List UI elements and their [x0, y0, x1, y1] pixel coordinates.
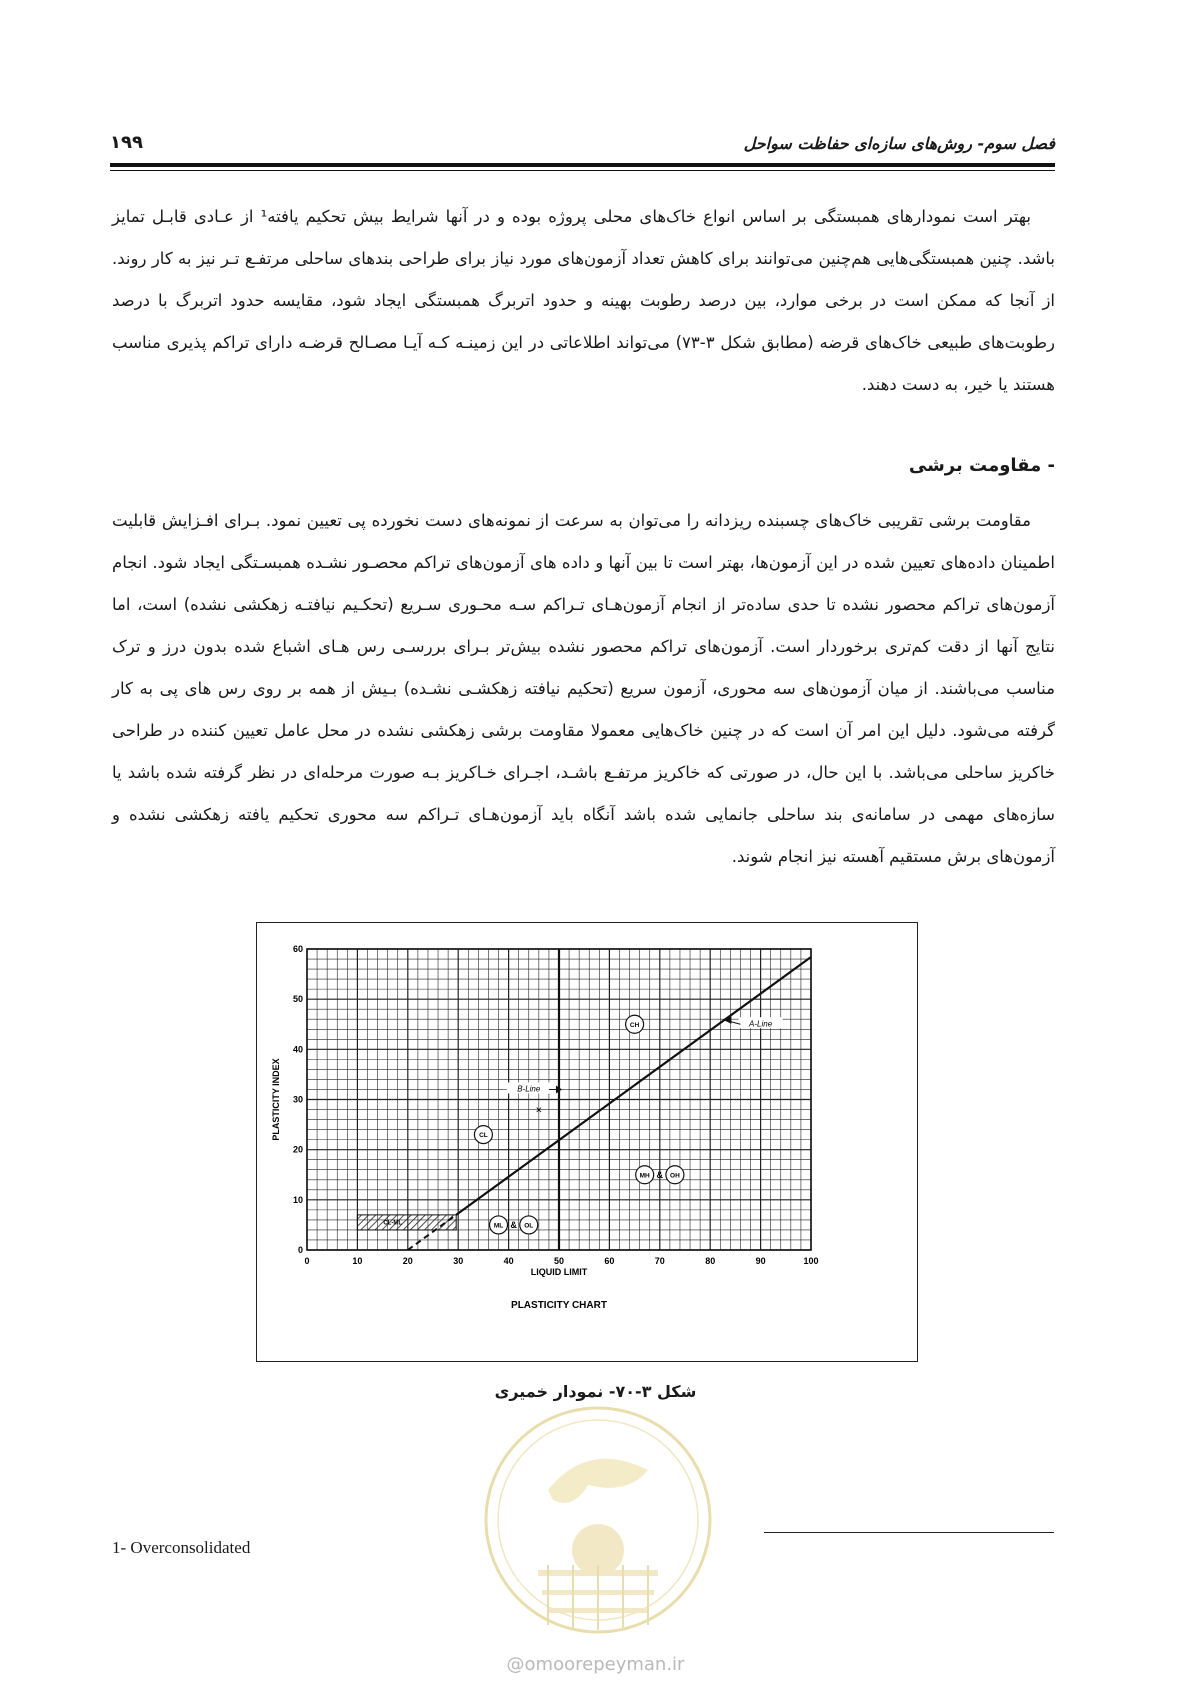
data-point-marker: × [535, 1104, 543, 1117]
x-tick-label: 30 [453, 1256, 464, 1266]
cl-ml-label: CL-ML [383, 1220, 403, 1227]
x-tick-label: 0 [304, 1256, 310, 1266]
line-label: A-Line [749, 1019, 773, 1029]
x-tick-label: 70 [654, 1256, 665, 1266]
section-heading: - مقاومت برشی [908, 455, 1055, 476]
y-tick-label: 60 [292, 944, 303, 954]
page-header [110, 128, 1055, 168]
chart-title: PLASTICITY CHART [511, 1300, 607, 1311]
ampersand-label: & [510, 1219, 517, 1230]
paragraph-overconsolidation [112, 196, 1055, 406]
paragraph-text: مقاومت برشی تقریبی خاک‌های چسبنده ریزدانه را می‌توان به سرعت از نمونه‌های دست نخورده پی تعیین نمود. بـرای افـزایش قابلیت اطمینان داده‌های تعیین شده در این آزمون‌ها، بهتر است تا بین آنها و داده های آزمون‌های تراکم محصـور نشـده همبسـتگی ایجاد شود. انجام آزمون‌های تراکم محصور نشده تا حدی ساده‌تر از انجام آزمون‌هـای تـراکم سـه محـوری سـریع (تحکـیم نیافتـه زهکشی نشده) است، اما نتایج آنها از دقت کم‌تری برخوردار است. آزمون‌های تراکم محصور نشده بیش‌تر بـرای بررسـی رس هـای اشباع شده بدون درز و ترک مناسب می‌باشند. از میان آزمون‌های سه محوری، آزمون سریع (تحکیم نیافته زهکشـی نشـده) بـیش از همه بر روی رس های پی به کار گرفته می‌شود. دلیل این امر آن است که در چنین خاک‌هایی معمولا مقاومت برشی زهکشی نشده در محل عامل تعیین کننده در طراحی خاکریز ساحلی می‌باشد. با این حال، در صورتی که خاکریز مرتفـع باشـد، اجـرای خـاکریز بـه صورت مرحله‌ای در نظر گرفته شده باشد یا سازه‌های مهمی در سامانه‌ی بند ساحلی جانمایی شده باشد آنگاه باید آزمون‌هـای تـراکم سه محوری تحکیم یافته زهکشی نشده و آزمون‌های برش مستقیم آهسته نیز انجام شوند. [112, 511, 1055, 866]
x-tick-label: 50 [553, 1256, 565, 1266]
soil-group-label: CL [479, 1132, 488, 1140]
figure-caption: شکل ۳-۷۰- نمودار خمیری [494, 1382, 697, 1401]
paragraph-text: بهتر است نمودارهای همبستگی بر اساس انواع خاک‌های محلی پروژه بوده و در آنها شرایط بیش تحکیم یافته¹ از عـادی قابـل تمایز باشد. چنین همبستگی‌هایی هم‌چنین می‌توانند برای کاهش تعداد آزمون‌های مورد نیاز برای طراحی بندهای ساحلی مرتفـع تـر نیز به کار روند. از آنجا که ممکن است در برخی موارد، بین درصد رطوبت بهینه و حدود اتربرگ همبستگی ایجاد شود، مقایسه حدود اتربرگ با درصد رطوبت‌های طبیعی خاک‌های قرضه (مطابق شکل ۳-۷۳) می‌تواند اطلاعاتی در این زمینـه کـه آیـا مصـالح قرضـه دارای تراکم پذیری مناسب هستند یا خیر، به دست دهند. [112, 207, 1055, 394]
plasticity-chart-frame [256, 922, 918, 1362]
x-tick-label: 90 [755, 1256, 766, 1266]
y-tick-label: 20 [292, 1144, 303, 1155]
x-axis-label: LIQUID LIMIT [530, 1267, 588, 1277]
y-tick-label: 50 [292, 994, 303, 1005]
line-label: B-Line [517, 1084, 541, 1094]
plasticity-chart [257, 923, 917, 1361]
x-tick-label: 80 [705, 1256, 716, 1266]
footnote-rule [764, 1532, 1054, 1533]
y-axis-label: PLASTICITY INDEX [271, 1058, 281, 1141]
soil-group-label: OH [670, 1172, 680, 1180]
y-tick-label: 0 [297, 1245, 303, 1255]
y-tick-label: 40 [292, 1044, 303, 1055]
x-tick-label: 100 [803, 1256, 819, 1266]
watermark-url: @omoorepeyman.ir [506, 1654, 685, 1675]
chapter-title: فصل سوم- روش‌های سازه‌ای حفاظت سواحل [743, 134, 1055, 153]
x-tick-label: 20 [402, 1256, 413, 1266]
header-rule-thin [110, 170, 1055, 171]
soil-group-label: MH [639, 1172, 650, 1180]
y-tick-label: 30 [292, 1094, 303, 1105]
soil-group-label: CH [629, 1021, 640, 1029]
page-number: ۱۹۹ [110, 132, 143, 153]
soil-group-label: OL [524, 1222, 534, 1230]
header-rule-thick [110, 163, 1055, 167]
footnote: 1- Overconsolidated [112, 1538, 251, 1557]
y-tick-label: 10 [292, 1194, 303, 1205]
cl-ml-hatched-zone [357, 1215, 456, 1230]
x-tick-label: 60 [604, 1256, 615, 1266]
x-tick-label: 40 [503, 1256, 514, 1266]
x-tick-label: 10 [352, 1256, 363, 1266]
watermark-seal [478, 1400, 718, 1650]
paragraph-shear-strength [112, 500, 1055, 878]
soil-group-label: ML [493, 1222, 504, 1230]
ampersand-label: & [656, 1169, 664, 1180]
